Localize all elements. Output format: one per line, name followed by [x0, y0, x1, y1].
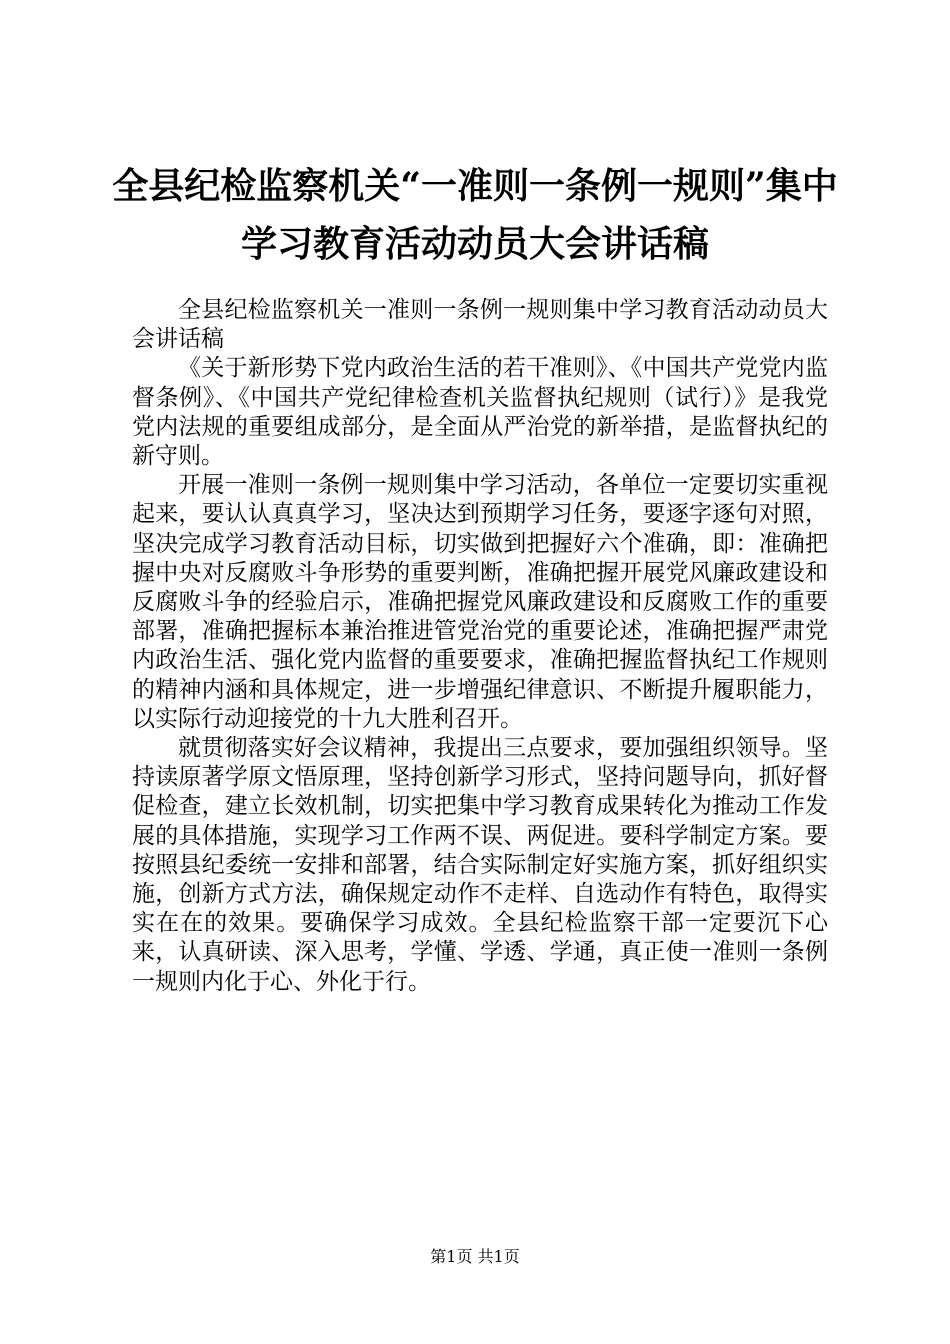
paragraph-subtitle: 全县纪检监察机关一准则一条例一规则集中学习教育活动动员大会讲话稿 [132, 297, 828, 353]
document-title: 全县纪检监察机关“一准则一条例一规则”集中学习教育活动动员大会讲话稿 [112, 165, 838, 265]
document-body [132, 296, 828, 997]
paragraph-three-requirements: 就贯彻落实好会议精神，我提出三点要求，要加强组织领导。坚持读原著学原文悟原理，坚持创新学习形式，坚持问题导向，抓好督促检查，建立长效机制，切实把集中学习教育成果转化为推动工作发展的具体措施，实现学习工作两不误、两促进。要科学制定方案。要按照县纪委统一安排和部署，结合实际制定好实施方案，抓好组织实施，创新方式方法，确保规定动作不走样、自选动作有特色，取得实实在在的效果。要确保学习成效。全县纪检监察干部一定要沉下心来，认真研读、深入思考，学懂、学透、学通，真正使一准则一条例一规则内化于心、外化于行。 [132, 735, 828, 995]
page-footer: 第1页 共1页 [430, 1247, 520, 1266]
paragraph-six-accuracies: 开展一准则一条例一规则集中学习活动，各单位一定要切实重视起来，要认认真真学习，坚决达到预期学习任务，要逐字逐句对照，坚决完成学习教育活动目标，切实做到把握好六个准确，即：准确把握中央对反腐败斗争形势的重要判断，准确把握开展党风廉政建设和反腐败斗争的经验启示，准确把握党风廉政建设和反腐败工作的重要部署，准确把握标本兼治推进管党治党的重要论述，准确把握严肃党内政治生活、强化党内监督的重要要求，准确把握监督执纪工作规则的精神内涵和具体规定，进一步增强纪律意识、不断提升履职能力，以实际行动迎接党的十九大胜利召开。 [132, 472, 828, 732]
paragraph-intro: 《关于新形势下党内政治生活的若干准则》、《中国共产党党内监督条例》、《中国共产党纪律检查机关监督执纪规则（试行）》是我党党内法规的重要组成部分，是全面从严治党的新举措，是监督执纪的新守则。 [132, 355, 828, 470]
